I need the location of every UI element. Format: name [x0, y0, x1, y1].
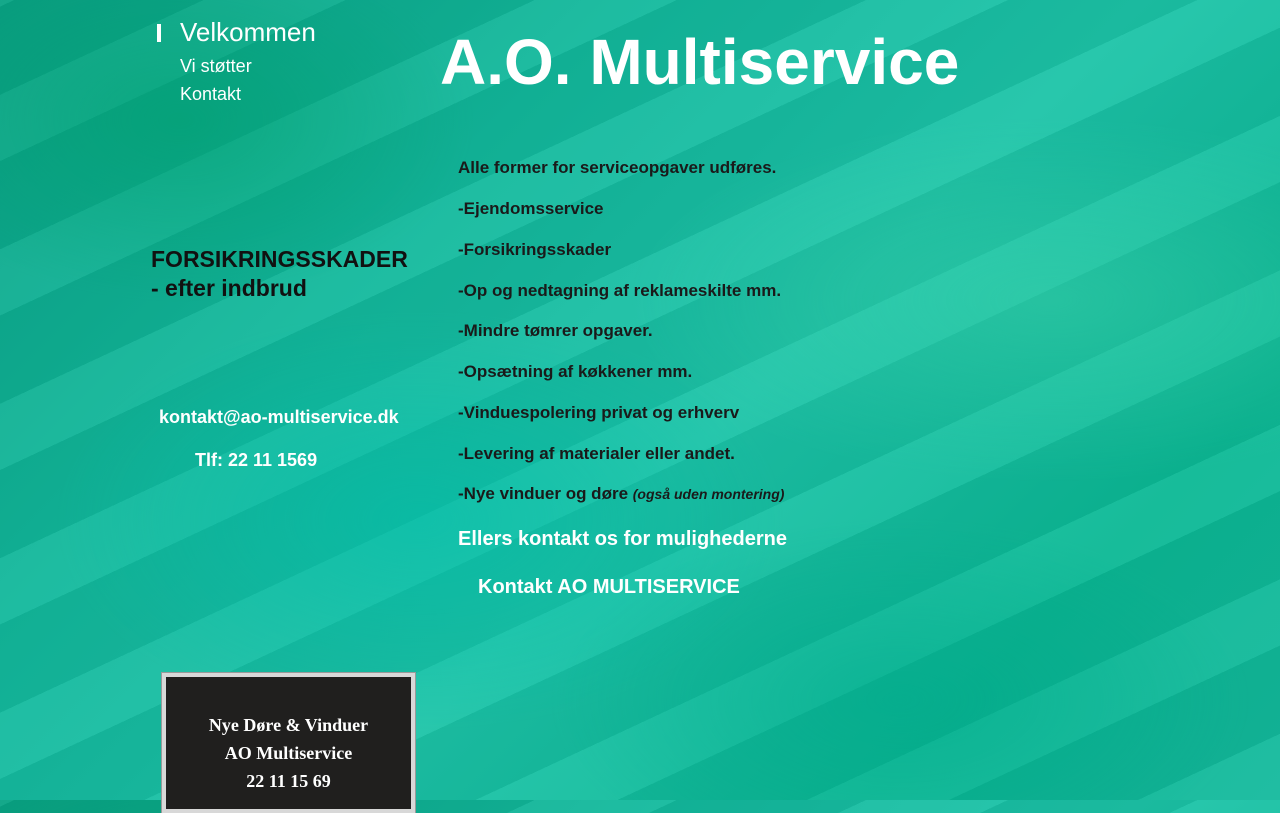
service-item: -Mindre tømrer opgaver.	[458, 321, 653, 340]
contact-cta-link[interactable]: Kontakt AO MULTISERVICE	[478, 576, 740, 598]
cta-text: Ellers kontakt os for mulighederne	[458, 528, 787, 550]
service-item-text: -Nye vinduer og døre	[458, 484, 629, 503]
service-item: -Forsikringsskader	[458, 240, 612, 259]
sign-line-1: Nye Døre & Vinduer	[208, 715, 369, 735]
promo-line-1: FORSIKRINGSSKADER	[151, 246, 408, 272]
email-link[interactable]: kontakt@ao-multiservice.dk	[159, 407, 399, 427]
nav-item-velkommen[interactable]: Velkommen	[180, 17, 316, 47]
service-item: -Levering af materialer eller andet.	[458, 444, 735, 463]
services-intro: Alle former for serviceopgaver udføres.	[458, 158, 777, 177]
sign-line-2: AO Multiservice	[224, 743, 353, 763]
phone-number: Tlf: 22 11 1569	[195, 450, 318, 470]
sign-line-3: 22 11 15 69	[246, 771, 331, 791]
nav-item-vi-stotter[interactable]: Vi støtter	[180, 56, 252, 76]
service-item-last	[458, 484, 784, 504]
service-item: -Op og nedtagning af reklameskilte mm.	[458, 281, 782, 300]
active-nav-indicator	[157, 24, 161, 42]
service-item: -Vinduespolering privat og erhverv	[458, 403, 740, 422]
service-item: -Ejendomsservice	[458, 199, 604, 218]
site-title: A.O. Multiservice	[440, 26, 960, 98]
promo-heading	[151, 245, 408, 303]
promo-sign-image	[162, 673, 415, 813]
promo-line-2: - efter indbrud	[151, 275, 307, 301]
service-item: -Opsætning af køkkener mm.	[458, 362, 693, 381]
nav-item-kontakt[interactable]: Kontakt	[180, 84, 242, 104]
service-item-note: (også uden montering)	[632, 486, 785, 502]
